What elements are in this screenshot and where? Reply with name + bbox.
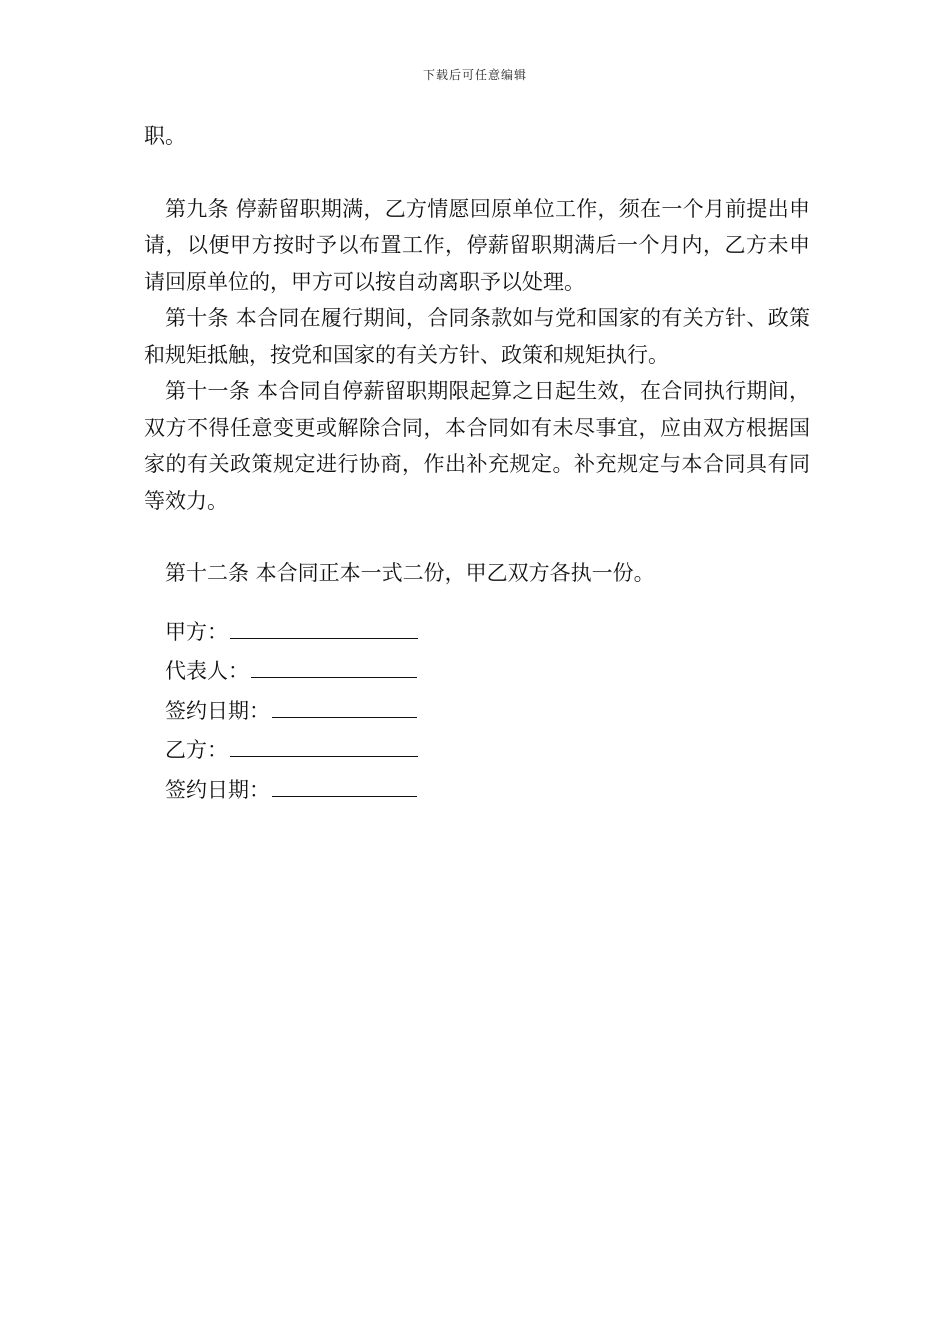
paragraph-spacer: [144, 155, 810, 191]
signature-row-representative: [144, 651, 810, 691]
page-header: 下载后可任意编辑: [422, 68, 527, 82]
signature-row-party-b: [144, 730, 810, 770]
article-11: 第十一条 本合同自停薪留职期限起算之日起生效，在合同执行期间，双方不得任意变更或解除合同，本合同如有未尽事宜，应由双方根据国家的有关政策规定进行协商，作出补充规定。补充规定与本合同具有同等效力。: [144, 379, 810, 513]
article-10: 第十条 本合同在履行期间，合同条款如与党和国家的有关方针、政策和规矩抵触，按党和国家的有关方针、政策和规矩执行。: [144, 306, 810, 367]
party-b-blank-line: [230, 730, 418, 757]
signature-block: [144, 612, 810, 810]
signature-row-sign-date-2: [144, 770, 810, 810]
representative-label: 代表人：: [165, 659, 249, 683]
article-12: 第十二条 本合同正本一式二份，甲乙双方各执一份。: [165, 561, 655, 585]
sign-date-2-blank-line: [272, 770, 417, 797]
sign-date-1-blank-line: [272, 691, 417, 718]
party-b-label: 乙方：: [165, 738, 228, 762]
article-9: 第九条 停薪留职期满，乙方情愿回原单位工作，须在一个月前提出申请，以便甲方按时予以布置工作，停薪留职期满后一个月内，乙方未申请回原单位的，甲方可以按自动离职予以处理。: [144, 196, 810, 294]
representative-blank-line: [251, 651, 417, 678]
signature-row-sign-date-1: [144, 691, 810, 731]
paragraph-continuation: 职。: [144, 124, 186, 148]
sign-date-1-label: 签约日期：: [165, 698, 270, 723]
sign-date-2-label: 签约日期：: [165, 777, 270, 802]
party-a-blank-line: [230, 612, 418, 639]
document-body: [144, 118, 810, 809]
signature-row-party-a: [144, 612, 810, 652]
party-a-label: 甲方：: [165, 619, 228, 644]
paragraph-spacer: [144, 519, 810, 555]
